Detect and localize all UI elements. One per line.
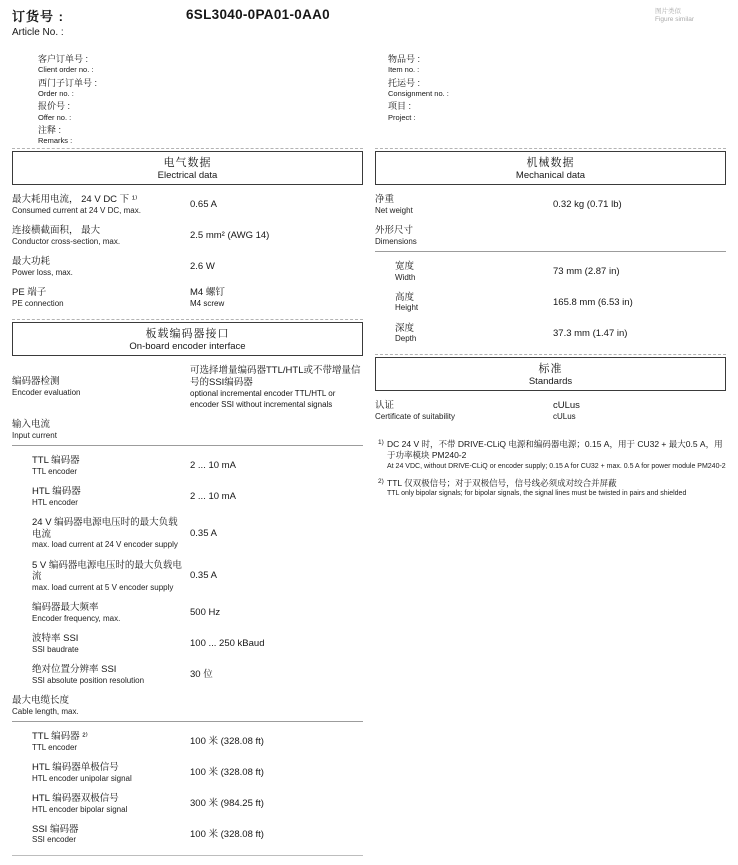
divider <box>12 445 363 446</box>
figure-note-en: Figure similar <box>655 16 695 24</box>
spec-label <box>12 455 190 477</box>
spec-row <box>12 194 363 216</box>
spec-label-en: Net weight <box>375 205 413 215</box>
spec-label-en: Height <box>395 303 419 313</box>
spec-row-certificate <box>375 400 726 423</box>
spec-rows <box>12 185 363 310</box>
spec-label <box>12 762 190 784</box>
spec-label-en: max. load current at 24 V encoder supply <box>32 540 178 550</box>
section-title-zh: 标准 <box>538 362 563 375</box>
section-header-electrical <box>12 151 363 185</box>
spec-value: 300 米 (984.25 ft) <box>190 797 264 809</box>
spec-row <box>12 225 363 247</box>
article-number: 6SL3040-0PA01-0AA0 <box>186 7 330 22</box>
spec-value-cell <box>190 491 363 503</box>
spec-value-en: optional incremental encoder TTL/HTL or encoder SSI without incremental signals <box>190 389 336 409</box>
table-frame <box>12 319 363 356</box>
spec-label-zh: 波特率 SSI <box>32 633 79 645</box>
spec-value: 2.6 W <box>190 260 215 272</box>
spec-value: 100 米 (328.08 ft) <box>190 828 264 840</box>
spec-label <box>12 793 190 815</box>
subheading-dimensions <box>375 225 726 247</box>
field-label-zh: 客户订单号 : <box>38 54 89 64</box>
order-field-remarks <box>38 125 97 146</box>
right-column <box>375 148 726 865</box>
spec-row <box>12 560 363 594</box>
article-label-en: Article No. : <box>12 27 64 38</box>
field-label-en: Project : <box>388 112 416 122</box>
spec-value: 100 米 (328.08 ft) <box>190 735 264 747</box>
spec-label-en: max. load current at 5 V encoder supply <box>32 582 174 592</box>
spec-label <box>12 517 190 551</box>
footnotes <box>375 439 726 499</box>
spec-label-en: Width <box>395 272 416 282</box>
order-field-offer <box>38 101 97 122</box>
spec-label-zh: HTL 编码器双极信号 <box>32 792 119 804</box>
spec-label-zh: SSI 编码器 <box>32 823 79 835</box>
spec-value-cell <box>553 328 726 340</box>
field-label-en: Client order no. : <box>38 65 94 75</box>
field-label-zh: 项目 : <box>388 101 412 112</box>
spec-label <box>12 225 190 247</box>
spec-row <box>12 602 363 624</box>
spec-label <box>375 292 553 314</box>
order-field-order-no <box>38 78 97 99</box>
divider <box>375 251 726 252</box>
table-frame <box>375 354 726 391</box>
spec-value: 73 mm (2.87 in) <box>553 265 620 277</box>
section-header-standards <box>375 357 726 391</box>
spec-label-en: Encoder frequency, max. <box>32 613 121 623</box>
table-frame-bottom <box>12 855 363 856</box>
footnote-zh: DC 24 V 时，不带 DRIVE-CLiQ 电源和编码器电源；0.15 A，用于 CU32 + 最大0.5 A，用于功率模块 PM240-2 <box>387 438 723 461</box>
section-standards <box>375 354 726 423</box>
spec-row <box>12 455 363 477</box>
spec-value-cell <box>553 199 726 211</box>
spec-label-en: SSI baudrate <box>32 644 79 654</box>
field-label-zh: 报价号 : <box>38 101 71 112</box>
section-title-en: On-board encoder interface <box>129 340 246 352</box>
field-label-zh: 托运号 : <box>388 77 421 88</box>
field-label-zh: 物品号 : <box>388 54 421 64</box>
section-title-zh: 电气数据 <box>163 157 212 169</box>
spec-label-en: SSI absolute position resolution <box>32 675 145 685</box>
spec-value: 100 米 (328.08 ft) <box>190 766 264 778</box>
spec-label <box>12 633 190 655</box>
section-title-zh: 机械数据 <box>526 157 575 169</box>
spec-label-zh: 净重 <box>375 194 395 205</box>
order-field-project <box>388 101 449 122</box>
spec-value: 2 ... 10 mA <box>190 459 236 471</box>
spec-row <box>12 256 363 278</box>
subheading-en: Cable length, max. <box>12 706 79 716</box>
spec-row-encoder-evaluation <box>12 365 363 410</box>
spec-value: 165.8 mm (6.53 in) <box>553 296 633 308</box>
spec-label-zh: HTL 编码器单极信号 <box>32 761 119 773</box>
subheading-cable-length <box>12 695 363 717</box>
spec-row <box>12 731 363 753</box>
spec-label <box>12 824 190 846</box>
figure-note <box>655 8 694 24</box>
spec-value-cell <box>190 798 363 810</box>
section-title-en: Standards <box>528 375 573 387</box>
spec-value-cell <box>190 669 363 681</box>
spec-label-zh: 编码器最大频率 <box>32 602 99 614</box>
spec-value-cell <box>190 638 363 650</box>
page-header <box>12 6 726 46</box>
spec-label-en: Encoder evaluation <box>12 387 81 397</box>
spec-label-en: Certificate of suitability <box>375 411 456 421</box>
spec-value-cell <box>190 261 363 273</box>
section-header-mechanical <box>375 151 726 185</box>
spec-row-width <box>375 261 726 283</box>
spec-value: 0.32 kg (0.71 lb) <box>553 198 622 210</box>
footnote-marker: 1) <box>378 438 384 446</box>
spec-label <box>375 261 553 283</box>
spec-label-zh: 深度 <box>395 322 415 334</box>
spec-label-zh: TTL 编码器 <box>32 455 80 467</box>
spec-columns <box>12 148 726 865</box>
spec-label <box>12 376 190 398</box>
spec-row <box>12 664 363 686</box>
spec-value-cell <box>190 736 363 748</box>
order-field-item <box>388 54 449 75</box>
footnote-2 <box>378 478 726 499</box>
spec-label-zh: 24 V 编码器电源电压时的最大负载电流 <box>32 517 178 540</box>
spec-value: 30 位 <box>190 668 213 680</box>
spec-row <box>12 793 363 815</box>
footnote-1 <box>378 439 726 471</box>
spec-label <box>12 287 190 309</box>
section-header-encoder <box>12 322 363 356</box>
spec-label-zh: 最大功耗 <box>12 255 51 267</box>
field-label-zh: 注释 : <box>38 124 62 135</box>
article-label <box>12 6 726 38</box>
spec-label-zh: TTL 编码器 ²⁾ <box>32 730 88 742</box>
article-label-zh: 订货号 : <box>12 9 64 24</box>
spec-label <box>375 323 553 345</box>
spec-label-zh: PE 端子 <box>12 287 47 299</box>
spec-value: 0.35 A <box>190 570 217 582</box>
spec-label-zh: 绝对位置分辨率 SSI <box>32 664 117 676</box>
spec-label-en: Consumed current at 24 V DC, max. <box>12 205 141 215</box>
spec-label-zh: 高度 <box>395 291 415 303</box>
spec-value: 2 ... 10 mA <box>190 490 236 502</box>
spec-row <box>12 287 363 310</box>
section-title-en: Mechanical data <box>515 170 586 181</box>
spec-label-en: Power loss, max. <box>12 267 73 277</box>
table-frame <box>375 148 726 185</box>
left-column <box>12 148 363 865</box>
spec-label-en: HTL encoder unipolar signal <box>32 773 132 783</box>
divider <box>12 721 363 722</box>
subheading-en: Dimensions <box>375 236 417 246</box>
section-electrical <box>12 148 363 310</box>
footnote-en: TTL only bipolar signals; for bipolar signals, the signal lines must be twisted in pairs and shielded <box>387 490 687 498</box>
spec-value-cell <box>190 287 363 310</box>
spec-rows <box>375 391 726 423</box>
footnote-en: At 24 VDC, without DRIVE-CLiQ or encoder supply; 0.15 A for CU32 + max. 0.5 A for power module PM240-2 <box>387 462 726 470</box>
table-frame <box>12 148 363 185</box>
footnote-zh: TTL 仅双极信号；对于双极信号，信号线必须成对绞合并屏蔽 <box>387 477 617 488</box>
spec-value-cell <box>190 607 363 619</box>
spec-value: 0.35 A <box>190 527 217 539</box>
spec-value-en: cULus <box>553 412 576 422</box>
spec-row <box>12 824 363 846</box>
spec-label-en: HTL encoder bipolar signal <box>32 804 128 814</box>
spec-value-cell <box>190 528 363 540</box>
spec-value: 可选择增量编码器TTL/HTL或不带增量信号的SSI编码器 <box>190 364 361 388</box>
spec-label-en: SSI encoder <box>32 835 77 845</box>
spec-label <box>12 486 190 508</box>
spec-label <box>12 664 190 686</box>
spec-value-cell <box>190 199 363 211</box>
spec-label-en: TTL encoder <box>32 466 78 476</box>
section-title-zh: 板载编码器接口 <box>145 327 230 340</box>
order-field-consignment <box>388 78 449 99</box>
spec-value: cULus <box>553 399 580 411</box>
spec-row-net-weight <box>375 194 726 216</box>
footnote-marker: 2) <box>378 477 384 485</box>
spec-label-zh: 编码器检测 <box>12 376 60 388</box>
spec-value-cell <box>190 365 363 410</box>
field-label-en: Offer no. : <box>38 112 72 122</box>
spec-row <box>12 633 363 655</box>
spec-value-cell <box>190 829 363 841</box>
spec-label <box>375 194 553 216</box>
spec-label-zh: 最大耗用电流， 24 V DC 下 ¹⁾ <box>12 194 138 205</box>
spec-row <box>12 486 363 508</box>
spec-label-en: PE connection <box>12 298 64 308</box>
spec-value-cell <box>553 400 726 423</box>
spec-value: 2.5 mm² (AWG 14) <box>190 229 270 241</box>
spec-value: 500 Hz <box>190 606 221 618</box>
spec-value-cell <box>190 767 363 779</box>
field-label-en: Remarks : <box>38 136 73 146</box>
spec-label <box>12 731 190 753</box>
order-field-client <box>38 54 97 75</box>
subheading-en: Input current <box>12 430 57 440</box>
spec-label <box>12 602 190 624</box>
spec-rows <box>375 185 726 345</box>
field-label-en: Order no. : <box>38 88 74 98</box>
spec-label-en: TTL encoder <box>32 742 78 752</box>
spec-label-en: Depth <box>395 334 417 344</box>
order-fields-left <box>38 54 97 149</box>
figure-note-zh: 图片类似 <box>655 8 681 15</box>
spec-value: 37.3 mm (1.47 in) <box>553 327 628 339</box>
spec-label <box>12 194 190 216</box>
spec-value-cell <box>553 297 726 309</box>
field-label-zh: 西门子订单号 : <box>38 77 98 88</box>
spec-label-zh: 5 V 编码器电源电压时的最大负载电流 <box>32 559 182 583</box>
field-label-en: Consignment no. : <box>388 88 449 98</box>
spec-rows <box>12 356 363 856</box>
spec-label-en: HTL encoder <box>32 497 78 507</box>
spec-row-depth <box>375 323 726 345</box>
order-fields <box>12 54 726 146</box>
spec-value-cell <box>190 570 363 582</box>
spec-value-cell <box>190 230 363 242</box>
spec-label <box>12 256 190 278</box>
spec-value: 0.65 A <box>190 198 217 210</box>
section-title-en: Electrical data <box>157 170 218 181</box>
subheading-input-current <box>12 419 363 441</box>
spec-label <box>12 560 190 594</box>
spec-value-cell <box>190 460 363 472</box>
spec-label-zh: 认证 <box>375 400 395 412</box>
spec-label-en: Conductor cross-section, max. <box>12 236 121 246</box>
order-fields-right <box>388 54 449 125</box>
subheading-zh: 输入电流 <box>12 419 51 431</box>
spec-label-zh: HTL 编码器 <box>32 486 81 498</box>
spec-label-zh: 宽度 <box>395 260 415 272</box>
spec-value: M4 螺钉 <box>190 286 225 298</box>
spec-label-zh: 连接横截面积， 最大 <box>12 224 101 236</box>
field-label-en: Item no. : <box>388 65 420 75</box>
subheading-zh: 外形尺寸 <box>375 224 414 236</box>
spec-row <box>12 762 363 784</box>
spec-value: 100 ... 250 kBaud <box>190 637 265 649</box>
section-encoder <box>12 319 363 856</box>
spec-value-cell <box>553 266 726 278</box>
spec-label <box>375 400 553 422</box>
spec-value-en: M4 screw <box>190 299 225 309</box>
section-mechanical <box>375 148 726 345</box>
spec-row-height <box>375 292 726 314</box>
spec-row <box>12 517 363 551</box>
subheading-zh: 最大电缆长度 <box>12 695 70 707</box>
